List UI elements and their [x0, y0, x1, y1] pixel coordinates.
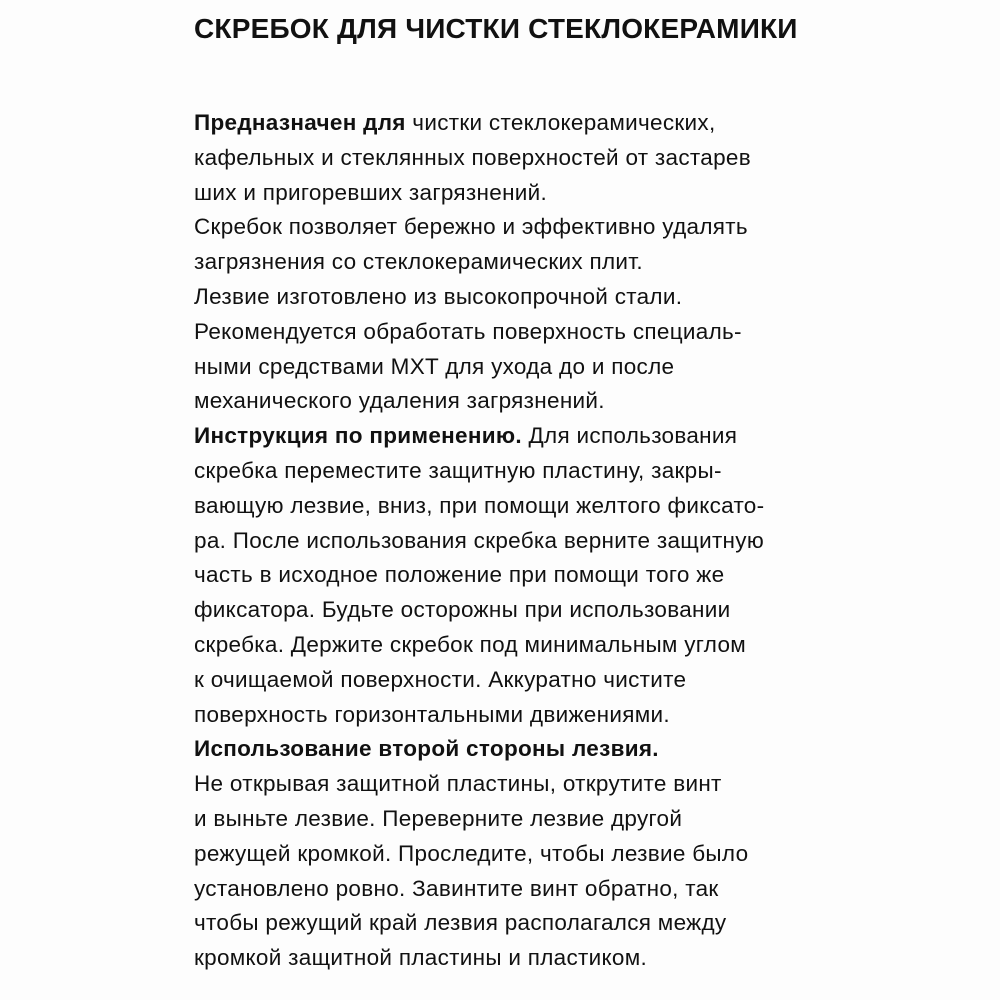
second-side-heading: Использование второй стороны лезвия. [194, 736, 659, 762]
purpose-line-9: механического удаления загрязнений. [194, 388, 605, 414]
instructions-line-1-text: Для использования [521, 423, 738, 449]
instructions-line-9: поверхность горизонтальными движениями. [194, 701, 670, 727]
second-side-line-4: установлено ровно. Завинтите винт обратно, так [194, 875, 719, 901]
purpose-line-2: кафельных и стеклянных поверхностей от застарев [194, 144, 751, 170]
purpose-heading: Предназначен для [194, 110, 406, 135]
purpose-line-1 [194, 106, 984, 141]
second-side-line-5: чтобы режущий край лезвия располагался между [194, 910, 727, 936]
second-side-line-6: кромкой защитной пластины и пластиком. [194, 945, 648, 971]
instructions-line-2: скребка переместите защитную пластину, закры- [194, 457, 722, 483]
instruction-text [194, 106, 984, 976]
purpose-line-1-text: чистки стеклокерамических, [405, 110, 716, 135]
purpose-line-8: ными средствами MXT для ухода до и после [194, 353, 675, 379]
instructions-line-4: ра. После использования скребка верните защитную [194, 527, 765, 553]
instructions-line-1 [194, 419, 984, 454]
page-title: СКРЕБОК ДЛЯ ЧИСТКИ СТЕКЛОКЕРАМИКИ [194, 13, 798, 44]
second-side-line-2: и выньте лезвие. Переверните лезвие другой [194, 805, 683, 831]
purpose-line-3: ших и пригоревших загрязнений. [194, 179, 548, 205]
instructions-line-8: к очищаемой поверхности. Аккуратно чистите [194, 666, 687, 692]
purpose-line-6: Лезвие изготовлено из высокопрочной стали. [194, 283, 683, 309]
instructions-line-7: скребка. Держите скребок под минимальным углом [194, 631, 747, 657]
second-side-line-3: режущей кромкой. Проследите, чтобы лезвие было [194, 840, 749, 866]
instructions-line-5: часть в исходное положение при помощи того же [194, 562, 725, 588]
purpose-line-5: загрязнения со стеклокерамических плит. [194, 249, 643, 275]
instructions-line-3: вающую лезвие, вниз, при помощи желтого фиксато- [194, 492, 765, 518]
instructions-line-6: фиксатора. Будьте осторожны при использовании [194, 597, 731, 623]
second-side-line-1: Не открывая защитной пластины, открутите винт [194, 771, 722, 797]
instructions-heading: Инструкция по применению. [194, 423, 522, 449]
purpose-line-4: Скребок позволяет бережно и эффективно удалять [194, 214, 748, 240]
purpose-line-7: Рекомендуется обработать поверхность специаль- [194, 318, 742, 344]
